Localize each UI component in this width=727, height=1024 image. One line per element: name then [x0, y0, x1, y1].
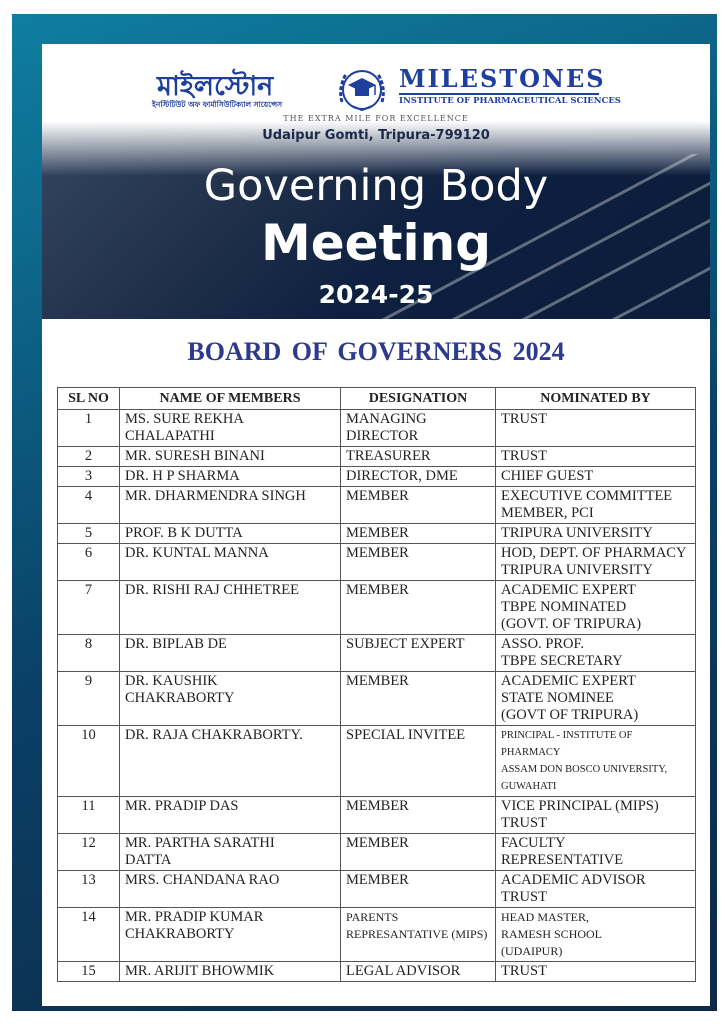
cell-line: MS. SURE REKHA	[125, 411, 244, 427]
cell-line: TRUST	[501, 411, 547, 427]
logo-underline	[399, 93, 599, 95]
member-name-cell	[120, 726, 341, 797]
designation-cell	[341, 908, 496, 962]
member-name-cell	[120, 467, 341, 487]
member-name-cell	[120, 544, 341, 581]
sl-no-cell: 1	[58, 410, 120, 447]
cell-line: DR. KAUSHIK	[125, 673, 218, 689]
page-frame	[12, 14, 717, 1011]
table-row	[58, 871, 696, 908]
table-row	[58, 672, 696, 726]
cell-line: MR. PRADIP DAS	[125, 798, 239, 814]
cell-line: ASSO. PROF.	[501, 636, 585, 652]
column-header: DESIGNATION	[341, 388, 496, 410]
cell-line: DR. H P SHARMA	[125, 468, 240, 484]
cell-line: MEMBER	[346, 872, 409, 888]
cell-line: DR. KUNTAL MANNA	[125, 545, 269, 561]
cell-line: GUWAHATI	[501, 781, 557, 792]
nominated-by-cell	[496, 797, 696, 834]
address: Udaipur Gomti, Tripura-799120	[262, 128, 490, 143]
tagline: THE EXTRA MILE FOR EXCELLENCE	[283, 114, 469, 123]
sl-no-cell: 3	[58, 467, 120, 487]
table-row	[58, 908, 696, 962]
designation-cell	[341, 962, 496, 982]
cell-line: STATE NOMINEE	[501, 690, 614, 706]
table-row	[58, 544, 696, 581]
sl-no-cell: 7	[58, 581, 120, 635]
sl-no-cell: 11	[58, 797, 120, 834]
nominated-by-cell	[496, 524, 696, 544]
column-header: NAME OF MEMBERS	[120, 388, 341, 410]
designation-cell	[341, 447, 496, 467]
nominated-by-cell	[496, 487, 696, 524]
table-row	[58, 635, 696, 672]
nominated-by-cell	[496, 467, 696, 487]
cell-line: TRIPURA UNIVERSITY	[501, 562, 653, 578]
cell-line: MEMBER	[346, 525, 409, 541]
cell-line: ACADEMIC EXPERT	[501, 673, 636, 689]
cell-line: MR. ARIJIT BHOWMIK	[125, 963, 275, 979]
nominated-by-cell	[496, 447, 696, 467]
logo-english-subtitle: INSTITUTE OF PHARMACEUTICAL SCIENCES	[399, 96, 621, 106]
member-name-cell	[120, 834, 341, 871]
cell-line: CHALAPATHI	[125, 428, 215, 444]
member-name-cell	[120, 635, 341, 672]
cell-line: TRUST	[501, 815, 547, 831]
cell-line: CHIEF GUEST	[501, 468, 594, 484]
logo-bengali: মাইলস্টোন	[157, 71, 274, 102]
cell-line: PHARMACY	[501, 747, 561, 758]
member-name-cell	[120, 487, 341, 524]
cell-line: REPRESANTATIVE (MIPS)	[346, 927, 488, 941]
member-name-cell	[120, 524, 341, 544]
cell-line: DR. RISHI RAJ CHHETREE	[125, 582, 300, 598]
designation-cell	[341, 635, 496, 672]
cell-line: TBPE SECRETARY	[501, 653, 623, 669]
members-table	[57, 387, 696, 982]
cell-line: LEGAL ADVISOR	[346, 963, 461, 979]
cell-line: ACADEMIC ADVISOR	[501, 872, 646, 888]
cell-line: (GOVT OF TRIPURA)	[501, 707, 639, 723]
sl-no-cell: 10	[58, 726, 120, 797]
cell-line: PROF. B K DUTTA	[125, 525, 243, 541]
table-row	[58, 962, 696, 982]
sl-no-cell: 9	[58, 672, 120, 726]
cell-line: MEMBER	[346, 545, 409, 561]
header-banner	[42, 44, 710, 319]
cell-line: VICE PRINCIPAL (MIPS)	[501, 798, 659, 814]
nominated-by-cell	[496, 544, 696, 581]
designation-cell	[341, 672, 496, 726]
cell-line: TRUST	[501, 889, 547, 905]
designation-cell	[341, 524, 496, 544]
cell-line: FACULTY	[501, 835, 566, 851]
cell-line: HEAD MASTER,	[501, 910, 590, 924]
institute-emblem-icon	[334, 62, 390, 118]
designation-cell	[341, 726, 496, 797]
cell-line: DR. BIPLAB DE	[125, 636, 227, 652]
cell-line: TRUST	[501, 963, 547, 979]
cell-line: MEMBER	[346, 798, 409, 814]
nominated-by-cell	[496, 726, 696, 797]
cell-line: DATTA	[125, 852, 172, 868]
table-row	[58, 410, 696, 447]
logo-english: MILESTONES	[399, 64, 606, 93]
cell-line: TRIPURA UNIVERSITY	[501, 525, 653, 541]
designation-cell	[341, 410, 496, 447]
sl-no-cell: 12	[58, 834, 120, 871]
designation-cell	[341, 544, 496, 581]
designation-cell	[341, 487, 496, 524]
board-title: BOARD OF GOVERNERS 2024	[187, 337, 565, 366]
table-row	[58, 467, 696, 487]
cell-line: MR. PARTHA SARATHI	[125, 835, 275, 851]
designation-cell	[341, 467, 496, 487]
column-header: SL NO	[58, 388, 120, 410]
cell-line: REPRESENTATIVE	[501, 852, 624, 868]
designation-cell	[341, 834, 496, 871]
cell-line: MEMBER, PCI	[501, 505, 594, 521]
cell-line: TBPE NOMINATED	[501, 599, 627, 615]
member-name-cell	[120, 871, 341, 908]
sl-no-cell: 15	[58, 962, 120, 982]
sl-no-cell: 8	[58, 635, 120, 672]
table-header-row	[58, 388, 696, 410]
cell-line: DR. RAJA CHAKRABORTY.	[125, 727, 303, 743]
cell-line: ACADEMIC EXPERT	[501, 582, 636, 598]
table-row	[58, 524, 696, 544]
member-name-cell	[120, 447, 341, 467]
cell-line: MEMBER	[346, 488, 409, 504]
nominated-by-cell	[496, 908, 696, 962]
sl-no-cell: 2	[58, 447, 120, 467]
sl-no-cell: 6	[58, 544, 120, 581]
cell-line: PRINCIPAL - INSTITUTE OF	[501, 730, 633, 741]
sl-no-cell: 13	[58, 871, 120, 908]
nominated-by-cell	[496, 581, 696, 635]
cell-line: (GOVT. OF TRIPURA)	[501, 616, 642, 632]
document-sheet	[42, 44, 710, 1006]
designation-cell	[341, 871, 496, 908]
cell-line: MANAGING DIRECTOR	[346, 411, 427, 444]
cell-line: MEMBER	[346, 582, 409, 598]
cell-line: HOD, DEPT. OF PHARMACY	[501, 545, 687, 561]
cell-line: MR. PRADIP KUMAR	[125, 909, 264, 925]
nominated-by-cell	[496, 871, 696, 908]
nominated-by-cell	[496, 672, 696, 726]
cell-line: CHAKRABORTY	[125, 690, 235, 706]
nominated-by-cell	[496, 410, 696, 447]
cell-line: MRS. CHANDANA RAO	[125, 872, 280, 888]
title-year: 2024-25	[318, 280, 434, 309]
table-row	[58, 726, 696, 797]
cell-line: MR. DHARMENDRA SINGH	[125, 488, 306, 504]
nominated-by-cell	[496, 962, 696, 982]
cell-line: SUBJECT EXPERT	[346, 636, 465, 652]
table-row	[58, 447, 696, 467]
sl-no-cell: 14	[58, 908, 120, 962]
title-governing-body: Governing Body	[203, 161, 549, 211]
nominated-by-cell	[496, 635, 696, 672]
cell-line: MEMBER	[346, 835, 409, 851]
cell-line: PARENTS	[346, 910, 399, 924]
column-header: NOMINATED BY	[496, 388, 696, 410]
cell-line: SPECIAL INVITEE	[346, 727, 466, 743]
member-name-cell	[120, 962, 341, 982]
cell-line: ASSAM DON BOSCO UNIVERSITY,	[501, 764, 668, 775]
sl-no-cell: 5	[58, 524, 120, 544]
table-row	[58, 487, 696, 524]
cell-line: TREASURER	[346, 448, 431, 464]
sl-no-cell: 4	[58, 487, 120, 524]
cell-line: EXECUTIVE COMMITTEE	[501, 488, 673, 504]
member-name-cell	[120, 581, 341, 635]
cell-line: DIRECTOR, DME	[346, 468, 458, 484]
cell-line: CHAKRABORTY	[125, 926, 235, 942]
designation-cell	[341, 581, 496, 635]
designation-cell	[341, 797, 496, 834]
member-name-cell	[120, 908, 341, 962]
member-name-cell	[120, 797, 341, 834]
cell-line: (UDAIPUR)	[501, 944, 563, 958]
member-name-cell	[120, 410, 341, 447]
table-row	[58, 834, 696, 871]
logo-bengali-subtitle: ইনস্টিটিউট অফ ফার্মাসিউটিক্যাল সায়েন্সেস	[152, 100, 283, 109]
title-meeting: Meeting	[260, 214, 491, 272]
table-row	[58, 797, 696, 834]
cell-line: TRUST	[501, 448, 547, 464]
table-row	[58, 581, 696, 635]
cell-line: RAMESH SCHOOL	[501, 927, 603, 941]
member-name-cell	[120, 672, 341, 726]
cell-line: MEMBER	[346, 673, 409, 689]
cell-line: MR. SURESH BINANI	[125, 448, 265, 464]
nominated-by-cell	[496, 834, 696, 871]
